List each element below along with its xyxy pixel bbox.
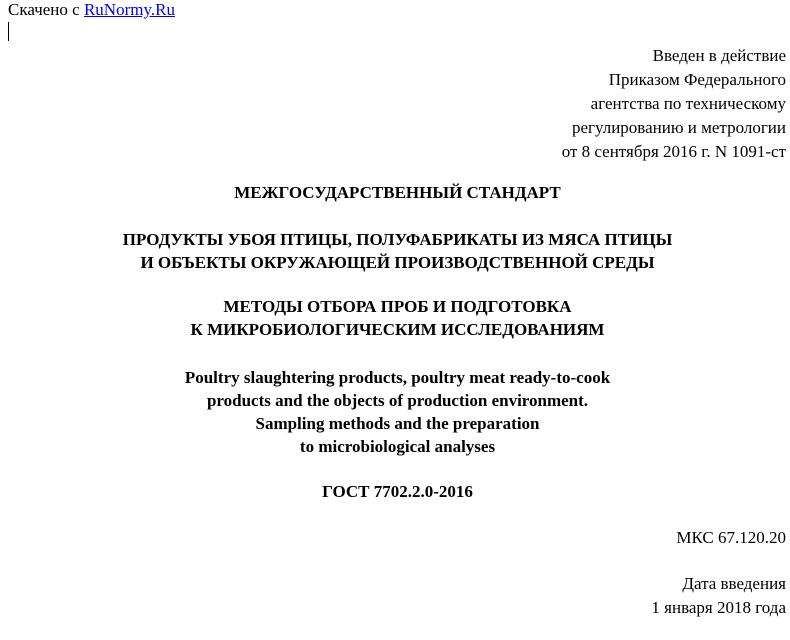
source-link[interactable]: RuNormy.Ru bbox=[83, 0, 175, 19]
standard-type-heading: МЕЖГОСУДАРСТВЕННЫЙ СТАНДАРТ bbox=[234, 183, 561, 202]
enactment-line: регулированию и метрологии bbox=[571, 118, 786, 137]
title-english-line: products and the objects of production environment. bbox=[206, 391, 589, 410]
enactment-block bbox=[562, 44, 786, 164]
title-products bbox=[0, 228, 790, 274]
introduction-date-block bbox=[651, 572, 786, 620]
source-prefix: Скачено с bbox=[8, 0, 80, 19]
title-methods-line: МЕТОДЫ ОТБОРА ПРОБ И ПОДГОТОВКА bbox=[223, 297, 572, 316]
mks-code: МКС 67.120.20 bbox=[676, 528, 786, 547]
enactment-line: агентства по техническому bbox=[590, 94, 786, 113]
introduction-date-value: 1 января 2018 года bbox=[651, 598, 786, 617]
title-english-line: to microbiological analyses bbox=[299, 437, 496, 456]
enactment-line: Приказом Федерального bbox=[608, 70, 786, 89]
enactment-line: от 8 сентября 2016 г. N 1091-ст bbox=[561, 142, 786, 161]
text-cursor bbox=[8, 22, 9, 41]
source-line bbox=[8, 0, 175, 20]
title-methods bbox=[0, 295, 790, 341]
title-english-line: Poultry slaughtering products, poultry meat ready-to-cook bbox=[184, 368, 611, 387]
title-products-line: И ОБЪЕКТЫ ОКРУЖАЮЩЕЙ ПРОИЗВОДСТВЕННОЙ СРЕДЫ bbox=[140, 253, 655, 272]
title-methods-line: К МИКРОБИОЛОГИЧЕСКИМ ИССЛЕДОВАНИЯМ bbox=[190, 320, 605, 339]
standard-code: ГОСТ 7702.2.0-2016 bbox=[322, 482, 473, 501]
title-english bbox=[0, 366, 790, 458]
title-products-line: ПРОДУКТЫ УБОЯ ПТИЦЫ, ПОЛУФАБРИКАТЫ ИЗ МЯСА ПТИЦЫ bbox=[122, 230, 673, 249]
introduction-date-label: Дата введения bbox=[682, 574, 786, 593]
enactment-line: Введен в действие bbox=[652, 46, 786, 65]
title-english-line: Sampling methods and the preparation bbox=[255, 414, 540, 433]
